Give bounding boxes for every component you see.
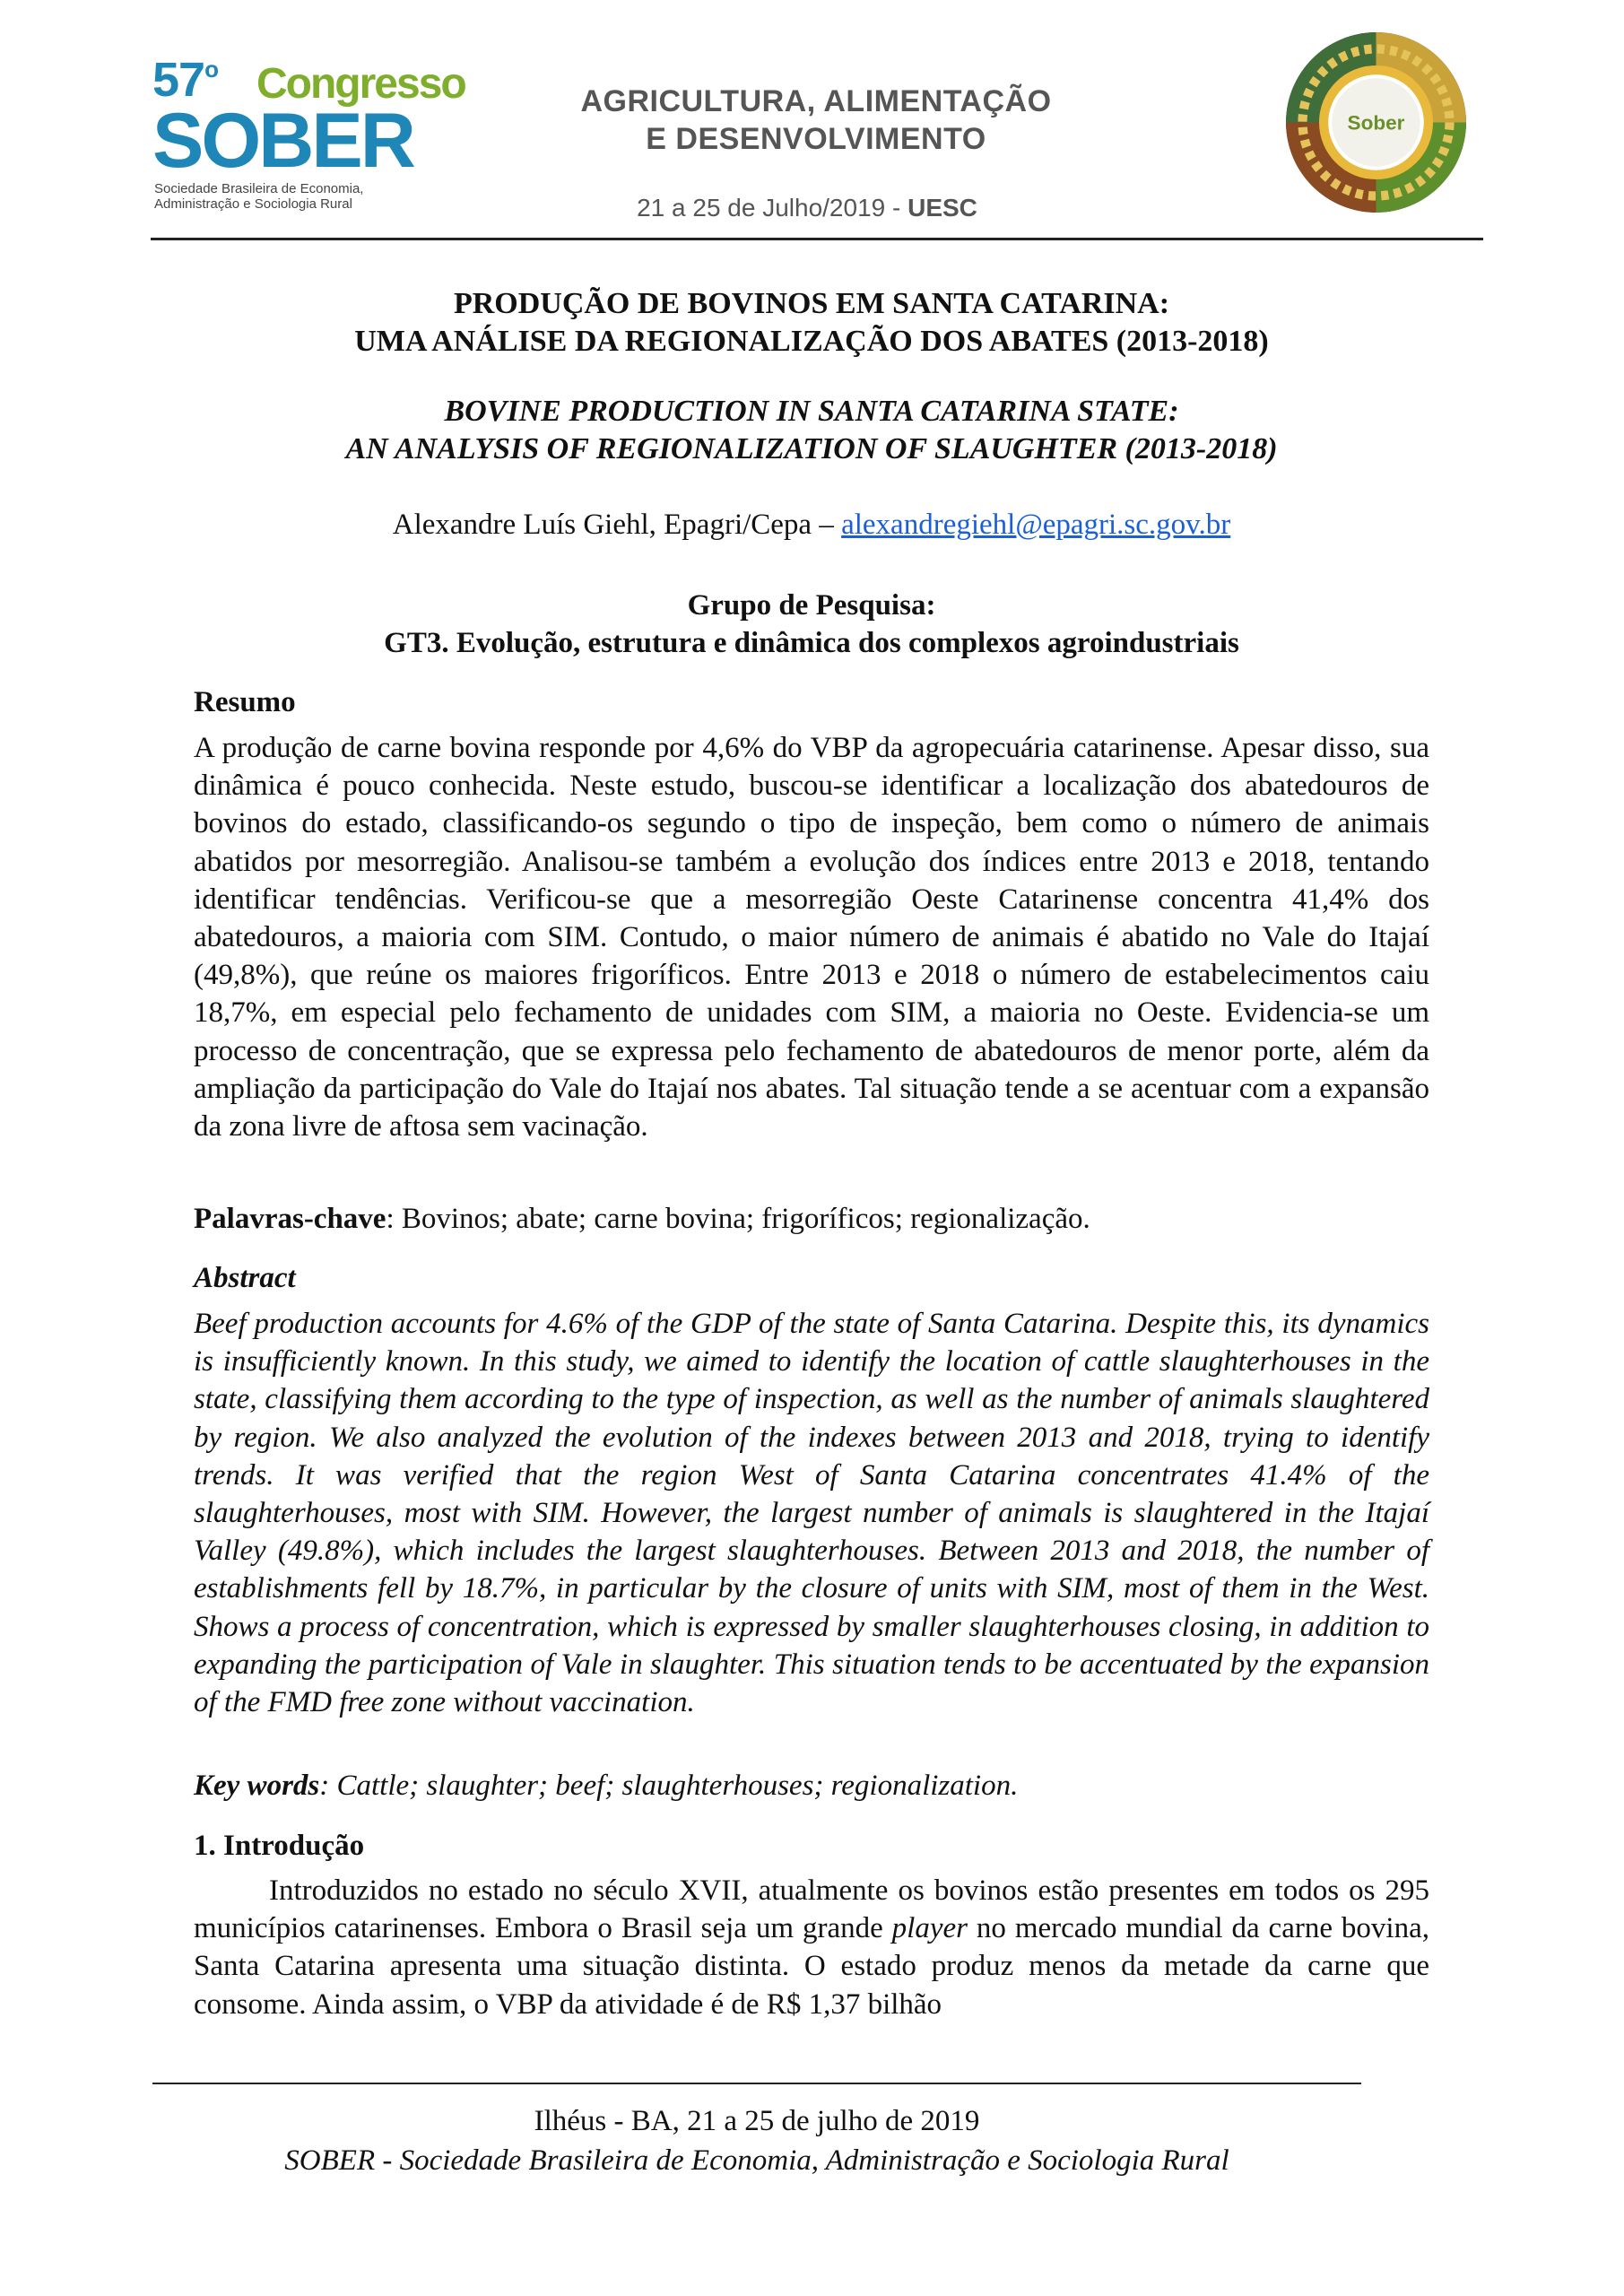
resumo-heading: Resumo [194,686,296,718]
title-english: BOVINE PRODUCTION IN SANTA CATARINA STATE: AN ANALYSIS OF REGIONALIZATION OF SLAUGHTER (2013-2018) [345,395,1278,465]
footer-location: Ilhéus - BA, 21 a 25 de julho de 2019 [534,2105,980,2137]
header-divider [151,238,1483,240]
footer-society: SOBER - Sociedade Brasileira de Economia, Administração e Sociologia Rural [284,2144,1229,2177]
conference-theme: AGRICULTURA, ALIMENTAÇÃO E DESENVOLVIMENTO [580,84,1052,156]
intro-paragraph: Introduzidos no estado no século XVII, atualmente os bovinos estão presentes em todos os 295 municípios catarinenses. Embora o Brasil seja um grande player no mercado mundial da carne bovina, Santa Catarina apresenta uma situação distinta. O estado produz menos da metade da carne que consome. Ainda assim, o VBP da atividade é de R$ 1,37 bilhão [194,1874,1429,2021]
abstract-keywords: Key words: Cattle; slaughter; beef; slaughterhouses; regionalization. [194,1770,1019,1802]
footer-divider [152,2083,1361,2084]
research-group [152,587,1471,662]
title-portuguese: PRODUÇÃO DE BOVINOS EM SANTA CATARINA: UMA ANÁLISE DA REGIONALIZAÇÃO DOS ABATES (2013-2018) [354,287,1269,358]
abstract-heading: Abstract [194,1262,296,1294]
conference-header [0,0,1624,244]
conference-dates: 21 a 25 de Julho/2019 - UESC [637,194,977,222]
intro-heading: 1. Introdução [194,1830,365,1862]
research-group-label: Grupo de Pesquisa: [687,589,936,622]
author-email-link[interactable]: alexandregiehl@epagri.sc.gov.br [841,509,1231,541]
abstract-paragraph: Beef production accounts for 4.6% of the GDP of the state of Santa Catarina. Despite this, its dynamics is insufficiently known. In this study, we aimed to identify the location of cattle slaughterhouses in the state, classifying them according to the type of inspection, as well as the number of animals slaughtered by region. We also analyzed the evolution of the indexes between 2013 and 2018, trying to identify trends. It was verified that the region West of Santa Catarina concentrates 41.4% of the slaughterhouses, most with SIM. However, the largest number of animals is slaughtered in the Itajaí Valley (49.8%), which includes the largest slaughterhouses. Between 2013 and 2018, the number of establishments fell by 18.7%, in particular by the closure of units with SIM, most of them in the West. Shows a process of concentration, which is expressed by smaller slaughterhouses closing, in addition to expanding the participation of Vale in slaughter. This situation tends to be accentuated by the expansion of the FMD free zone without vaccination. [194,1308,1429,1719]
logo-sober-word: SOBER [152,98,413,184]
resumo-keywords: Palavras-chave: Bovinos; abate; carne bovina; frigoríficos; regionalização. [194,1203,1090,1235]
emblem-label: Sober [1347,111,1405,135]
author-name: Alexandre Luís Giehl, Epagri/Cepa – [392,509,842,541]
logo-edition-number: 57$^o$ [152,53,218,107]
sober-logo [152,53,465,212]
logo-subtitle: Sociedade Brasileira de Economia, Administração e Sociologia Rural [154,181,364,212]
conference-emblem-icon [1284,30,1468,214]
research-group-name: GT3. Evolução, estrutura e dinâmica dos complexos agroindustriais [384,627,1239,659]
author-line [152,506,1471,544]
logo-congresso-word: Congresso [256,60,465,108]
resumo-paragraph: A produção de carne bovina responde por 4,6% do VBP da agropecuária catarinense. Apesar disso, sua dinâmica é pouco conhecida. Neste estudo, buscou-se identificar a localização dos abatedouros de bovinos do estado, classificando-os segundo o tipo de inspeção, bem como o número de animais abatidos por mesorregião. Analisou-se também a evolução dos índices entre 2013 e 2018, tentando identificar tendências. Verificou-se que a mesorregião Oeste Catarinense concentra 41,4% dos abatedouros, a maioria com SIM. Contudo, o maior número de animais é abatido no Vale do Itajaí (49,8%), que reúne os maiores frigoríficos. Entre 2013 e 2018 o número de estabelecimentos caiu 18,7%, em especial pelo fechamento de unidades com SIM, a maioria no Oeste. Evidencia-se um processo de concentração, que se expressa pelo fechamento de abatedouros de menor porte, além da ampliação da participação do Vale do Itajaí nos abates. Tal situação tende a se acentuar com a expansão da zona livre de aftosa sem vacinação. [194,732,1429,1144]
